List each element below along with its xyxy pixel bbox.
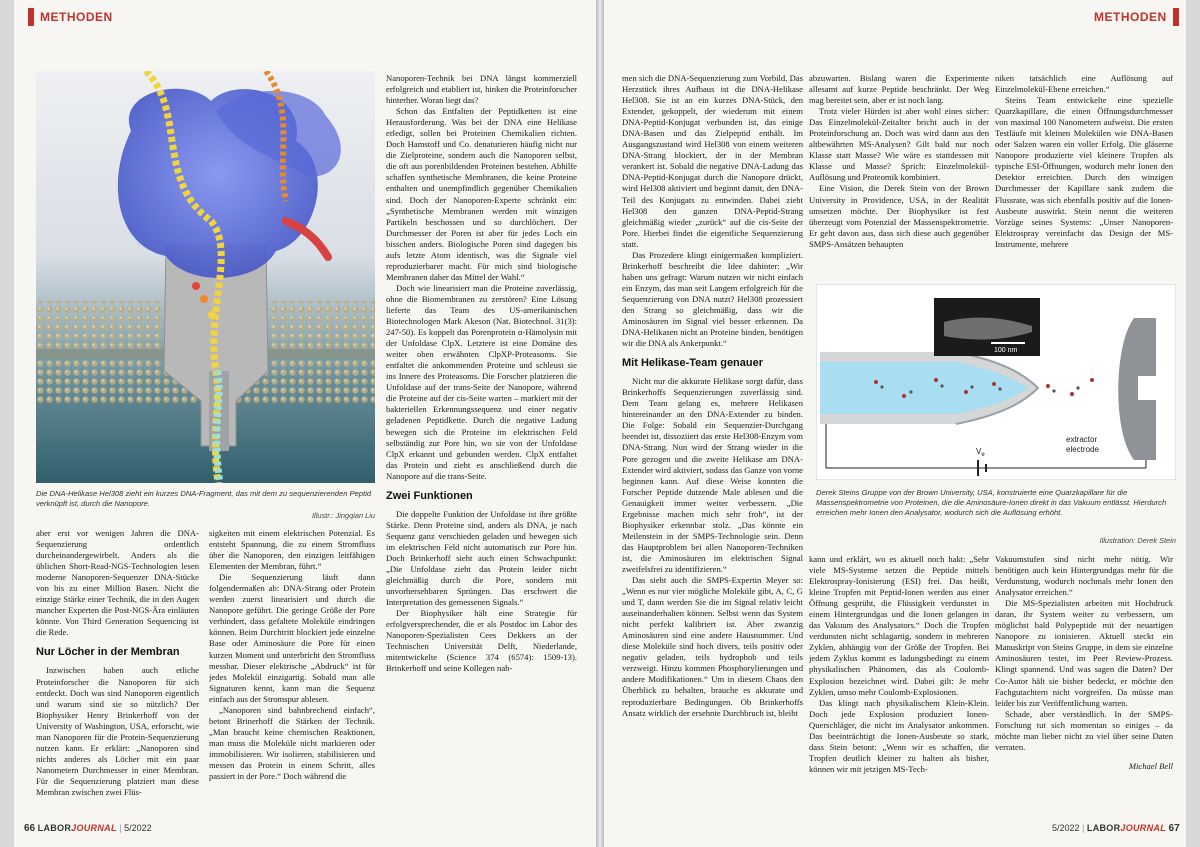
electrode-label-1: extractor bbox=[1066, 435, 1098, 444]
page-number-left: 66 bbox=[24, 823, 36, 834]
section-heading: Zwei Funktionen bbox=[386, 489, 473, 502]
left-column-bottom-2 bbox=[209, 528, 375, 814]
section-marker-right bbox=[1173, 8, 1179, 26]
svg-text:Ve: $V_e$ bbox=[976, 447, 985, 458]
figure-caption-right: Derek Steins Gruppe von der Brown University, USA, konstruierte eine Quarzkapillare für die Massenspektrometrie von Proteinen, die die Aminosäure-Ionen direkt in das Vakuum entlässt. Hierdurch erreichen mehr Ionen den Analysator, wodurch sich die Auflösung erhöht. bbox=[816, 488, 1167, 517]
paragraph: Trotz vieler Hürden ist aber wohl eines sicher: Das Einzelmolekül-Zeitalter bricht auch in der Proteinforschung an. Doch was wird dann aus den altbewährten MS-Analysen? Gilt bald nur noch Klasse statt Masse? Wie wäre es stattdessen mit Klasse und Masse? Sprich: Einzelmolekül-Auflösung und Proteomik kombiniert. bbox=[809, 106, 989, 183]
paragraph: Schade, aber verständlich. In der SMPS-Forschung tut sich momentan so einiges – da möchte man lieber nicht zu viel über seine Daten verraten. bbox=[995, 708, 1173, 752]
section-heading: Mit Helikase-Team genauer bbox=[622, 357, 764, 370]
scale-bar-label: 100 nm bbox=[994, 347, 1018, 354]
paragraph: abzuwarten. Bislang waren die Experimente allesamt auf kurze Peptide beschränkt. Der Weg mag bereitet sein, aber er ist noch lang. bbox=[809, 73, 989, 106]
paragraph: Doch wie linearisiert man die Proteine zuverlässig, ohne die Biomembranen zu zerstören? Eine Lösung lieferte das Team des US-amerikanischen Biotechnologen Mark Akeson (Nat. Biotechnol. 31(3): 247-50). Es koppelt das Porenprotein α-Hämolysin mit der Unfoldase ClpX. Letztere ist eine Domäne des weiter oben erwähnten ClpXP-Proteasoms. Sie entfaltet die ankommenden Proteine und schleust sie ins Innere des Proteasoms. Die Forscher platzieren die Unfoldase auf der trans-Seite der Nanopore, während die Proteine auf der cis-Seite warten – markiert mit der bakteriellen Erkennungssequenz und einer negativ geladenen Peptidkette. Durch die negative Ladung bewegen sich die Proteine im elektrischen Feld selbständig zur Pore hin, wo sie von der Unfoldase ClpX erkannt und gebunden werden. ClpX entfaltet das Protein und zieht es anschließend durch die Nanopore auf die trans-Seite. bbox=[386, 282, 577, 481]
section-heading: Nur Löcher in der Membran bbox=[36, 646, 180, 659]
page-gutter bbox=[596, 0, 604, 847]
paragraph: Schon das Entfalten der Peptidketten ist eine Herausforderung. Was bei der DNA eine Helikase erledigt, sollen bei Proteinen Chemikalien richten. Doch Hamstoff und Co. denaturieren häufig nicht nur die Zielproteine, sondern auch die Nanoporen selbst, die oft aus porenbildenden Proteinen bestehen. Abhilfe schaffen synthetische Membranen, die keine Proteine enthalten und unempfindlich gegenüber Chemikalien sind. Doch der Nanoporen-Experte schränkt ein: „Synthetische Membranen werden mit winzigen Partikeln beschossen und so durchlöchert. Der Durchmesser der Poren ist aber für jedes Loch ein bisschen anders. Biologische Poren sind dagegen bis aufs letzte Atom identisch, was die Signale viel reproduzierbarer macht. Für mich sind biologische Membranen daher das Mittel der Wahl.“ bbox=[386, 106, 577, 282]
figure-credit-right: Illustration: Derek Stein bbox=[1099, 536, 1176, 545]
nanopore-illustration bbox=[36, 71, 375, 483]
left-page bbox=[14, 0, 596, 847]
brand-logo-right: LABORJOURNAL bbox=[1086, 823, 1166, 833]
author-signature: Michael Bell bbox=[1128, 760, 1173, 771]
paragraph: Nanoporen-Technik bei DNA längst kommerziell erfolgreich und etabliert ist, hinken die Proteinforscher hinterher. Woran liegt das? bbox=[386, 73, 577, 106]
figure-caption-left: Die DNA-Helikase Hel308 zieht ein kurzes DNA-Fragment, das mit dem zu sequenzierenden Peptid verknüpft ist, durch die Nanopore. bbox=[36, 489, 372, 508]
right-column-3-top bbox=[995, 73, 1173, 276]
capillary-figure bbox=[816, 284, 1176, 480]
paragraph: „Nanoporen sind bahnbrechend einfach“, betont Brinerhoff die Stärken der Technik. „Man braucht keine chemischen Reaktionen, man muss die Moleküle nicht markieren oder immobilisieren. Wir isolieren, stabilisieren und messen das Protein in einem Schritt, alles passiert in der Pore.“ Doch während die bbox=[209, 704, 375, 782]
paragraph: Eine Vision, die Derek Stein von der Brown University in Providence, USA, in der Realität umsetzen möchte. Der Biophysiker ist fest überzeugt vom Potenzial der Massenspektrometrie. Er geht davon aus, dass sich diese auch gegenüber SMPS-Ansätzen behaupten bbox=[809, 183, 989, 249]
paragraph: Der Biophysiker hält eine Strategie für erfolgversprechender, die er als Postdoc im Labor des Nanoporen-Spezialisten Cees Dekkers an der Technischen Universität Delft, Niederlande, mitentwickelte (Science 374 (6574): 1509-13). Brinkerhoff und seine Kollegen nah- bbox=[386, 608, 577, 674]
paragraph: Inzwischen haben auch etliche Proteinforscher die Nanoporen für sich entdeckt. Doch was sind Nanoporen eigentlich und warum sind sie so nützlich? Der Biophysiker Henry Brinkerhoff von der University of Washington, USA, erforscht, wie man Nanoporen für die Protein-Sequenzierung nutzen kann. Er erklärt: „Nanoporen sind nichts anderes als Löcher mit ein paar Nanometern Durchmesser in einer Membran. Für die Sequenzierung platziert man diese Membran zwischen zwei Flüs- bbox=[36, 665, 199, 797]
left-column-right bbox=[386, 73, 577, 815]
issue-left: 5/2022 bbox=[124, 823, 152, 833]
quartz-capillary-diagram bbox=[816, 284, 1176, 480]
footer-left: 66 LABORJOURNAL | 5/2022 bbox=[24, 823, 152, 834]
right-column-1 bbox=[622, 73, 803, 815]
helicase-nanopore-artwork bbox=[36, 71, 375, 483]
paragraph: Vakuumstufen sind nicht mehr nötig. Wir benötigen auch kein Hintergrundgas mehr für die Verdunstung, wodurch nochmals mehr Ionen den Analysator erreichen.“ bbox=[995, 554, 1173, 598]
paragraph: Steins Team entwickelte eine spezielle Quarzkapillare, die einen Öffnungsdurchmesser von maximal 100 Nanometern aufweist. Die ersten Testläufe mit kleinen Molekülen wie DNA-Basen oder Salzen waren ein voller Erfolg. Die gläserne Nanopore produzierte viel kleinere Tropfen als typische ESI-Öffnungen, wodurch mehr Ionen den Detektor erreichten. Durch den winzigen Durchmesser der Kapillare sank zudem die Flussrate, was sich ebenfalls positiv auf die Ionen-Ausbeute auswirkt. Stein nennt die weiteren Vorzüge seines Systems: „Unser Nanoporen-Elektrospray vereinfacht das Design der MS-Instrumente, mehrere bbox=[995, 95, 1173, 249]
right-column-3-bottom bbox=[995, 554, 1173, 816]
paragraph: men sich die DNA-Sequenzierung zum Vorbild. Das Herzstück ihres Aufbaus ist die DNA-Helikase Hel308. Sie ist an ein kurzes DNA-Stück, den Extender, gekoppelt, der wiederum mit einem DNA-Peptid-Konjugat verbunden ist, das einige DNA-Basen und das Zielpeptid enthält. Im Ausgangszustand wird Hel308 von einem weiteren DNA-Strang blockiert, der in der Membran verankert ist. Sobald die negative DNA-Ladung das DNA-Peptid-Konjugat durch die Nanopore drückt, wird Hel308 aktiviert und beginnt damit, den DNA-Teil des Konjugats zu entwinden. Dabei zieht Hel308 den ganzen DNA-Peptid-Strang gleichmäßig wieder „zurück“ auf die cis-Seite der Pore. Hierbei findet die eigentliche Sequenzierung statt. bbox=[622, 73, 803, 249]
section-label-left: METHODEN bbox=[40, 10, 113, 24]
page-number-right: 67 bbox=[1168, 823, 1180, 834]
paragraph: Die Sequenzierung läuft dann folgendermaßen ab: DNA-Strang oder Protein werden zuerst linearisiert und durch die Nanopore geführt. Die geringe Größe der Pore verhindert, dass gefaltete Moleküle eindringen können. Beim Durchtritt blockiert jede einzelne Base oder Aminosäure die Pore für einen kurzen Moment und unterbricht den Stromfluss messbar. Dieser elektrische „Abdruck“ ist für jedes Molekül einzigartig. Sobald man alle Signaturen kennt, kann man die Sequenz einfach aus der Stromspur ablesen. bbox=[209, 572, 375, 704]
issue-right: 5/2022 bbox=[1052, 823, 1080, 833]
right-page bbox=[604, 0, 1186, 847]
paragraph: Nicht nur die akkurate Helikase sorgt dafür, dass Brinkerhoffs Sequenzierungen zuverlässig sind. Dem Team gelang es, mehrere Helikasen hintereinander an den DNA-Extender zu binden. Die Folge: Sobald ein Sequenzier-Durchgang beendet ist, dissoziiert das erste Hel308-Enzym vom DNA-Strang. Nun wird der Strang wieder in die Pore gezogen und die zweite Helikase am DNA-Extender wird aktiviert, sodass das Ganze von vorne beginnen kann. Auf diese Weise konnten die Forscher Peptide dutzende Male ablesen und die Genauigkeit immer weiter verbessern. „Die Ergebnisse machen mich sehr froh“, ist der Biophysiker erkennbar stolz. „Das könnte ein Meilenstein in der SMPS-Technologie sein. Denn das Hauptproblem bei allen Nanoporen-Techniken ist, die Aminosäuren im elektrischen Signal zweifelsfrei zu identifizieren.“ bbox=[622, 376, 803, 574]
right-column-2-bottom bbox=[809, 554, 989, 816]
brand-logo-left: LABORJOURNAL bbox=[37, 823, 117, 833]
figure-credit-left: Illustr.: Jingqian Liu bbox=[312, 511, 375, 520]
section-label-right: METHODEN bbox=[1094, 10, 1167, 24]
paragraph: Das Prozedere klingt einigermaßen kompliziert. Brinkerhoff beschreibt die Idee dahinter: „Wir haben uns gefragt: Warum nutzen wir nicht einfach ein Enzym, das man seit Langem erfolgreich für die Sequenzierung von DNA nutzt? Hel308 prozessiert den Strang so gleichmäßig, dass wir die Aminosäuren im Signal viel besser erkennen. Da DNA-Helikasen nicht an Proteine binden, benötigen wir die DNA als Ankerpunkt.“ bbox=[622, 249, 803, 349]
voltage-label: V bbox=[976, 447, 982, 456]
paragraph: sigkeiten mit einem elektrischen Potenzial. Es entsteht Spannung, die zu einem Stromfluss über die Nanoporen, den einzigen leitfähigen Elementen der Membran, führt.“ bbox=[209, 528, 375, 572]
paragraph: niken tatsächlich eine Auflösung auf Einzelmolekül-Ebene erreichen.“ bbox=[995, 73, 1173, 95]
paragraph: Die doppelte Funktion der Unfoldase ist ihre größte Stärke. Denn Proteine sind, anders als DNA, je nach Sequenz ganz verschieden geladen und bewegen sich im elektrischen Feld nicht automatisch zur Pore hin. Doch Brinkerhoff sieht auch einen Schwachpunkt: „Die Unfoldase zieht das Protein leider nicht gleichmäßig durch die Pore, sondern mit unvorhersehbaren Sprüngen. Das erschwert die Interpretation des gemessenen Signals.“ bbox=[386, 508, 577, 608]
paragraph: Das klingt nach physikalischem Klein-Klein. Doch jede Explosion produziert Ionen-Querschläger, die nicht im Analysator ankommen. Das beeinträchtigt die Ionen-Ausbeute so stark, dass Stein betont: „Wenn wir es schaffen, die Tropfen deutlich kleiner zu halten als bisher, können wir mit jetzigen MS-Tech- bbox=[809, 697, 989, 774]
left-column-bottom-1 bbox=[36, 528, 199, 814]
electrode-label-2: electrode bbox=[1066, 445, 1099, 454]
section-marker bbox=[28, 8, 34, 26]
paragraph: kann und erklärt, wo es aktuell noch hakt: „Sehr viele MS-Systeme setzen die Peptide mittels Elektrospray-Ionisierung (ESI) frei. Das heißt, kleine Tropfen mit Peptid-Ionen werden aus einer Öffnung gesprüht, die Flüssigkeit verdunstet in einem Hintergrundgas und die Ionen gelangen in das Vakuum des Analysators.“ Doch die Tropfen verdunsten nicht schlagartig, sondern in mehreren Zyklen, abhängig von der Größe der Tropfen. Bei jedem Zyklus kommt es ladungsbedingt zu einem physikalischen Phänomen, das als Coulomb-Explosion bezeichnet wird. Dabei gilt: Je mehr Zyklen, umso mehr Coulomb-Explosionen. bbox=[809, 554, 989, 697]
footer-right: 5/2022 | LABORJOURNAL 67 bbox=[1052, 823, 1180, 834]
right-column-2-top bbox=[809, 73, 989, 276]
paragraph: aber erst vor wenigen Jahren die DNA-Sequenzierung ordentlich durcheinandergewirbelt. Anders als die üblichen Short-Read-NGS-Technologien lesen moderne Nanoporen-Sequenzer DNA-Stücke von bis zu einer Million Basen. Nicht die einzige Stärke einer Technik, die in den Augen mancher Experten die Post-NGS-Ära einläuten könnte. Von Third Generation Sequencing ist die Rede. bbox=[36, 528, 199, 638]
paragraph: Das sieht auch die SMPS-Expertin Meyer so: „Wenn es nur vier mögliche Moleküle gibt, A, C, G und T, dann werden Sie die im Signal relativ leicht auseinanderhalten können. Selbst wenn das System nicht perfekt kalibriert ist. Aber zwanzig Aminosäuren sind eine andere Hausnummer. Und diese Moleküle sind hoch divers, teils positiv oder negativ geladen, teils hydrophob und teils verzweigt. Hinzu kommen Phosphorylierungen und andere Modifikationen.“ Um in diesem Chaos den Überblick zu behalten, brauche es akkurate und reproduzierbare Bedingungen. Ob Brinkerhoffs Ansatz wirklich der ersehnte Durchbruch ist, bleibt bbox=[622, 575, 803, 718]
paragraph: Die MS-Spezialisten arbeiten mit Hochdruck daran, ihr System weiter zu verbessern, um möglichst bald Polypeptide mit der neuartigen Nanopore zu ionisieren. Aktuell steckt ein Manuskript von Steins Gruppe, in dem sie einzelne Aminosäuren testet, im Peer Review-Prozess. Klingt spannend. Und was sagen die Daten? Der Co-Autor hält sie bisher bedeckt, er möchte den Fachgutachtern nicht vorgreifen. Da müsse man leider bis zur Veröffentlichung warten. bbox=[995, 598, 1173, 708]
